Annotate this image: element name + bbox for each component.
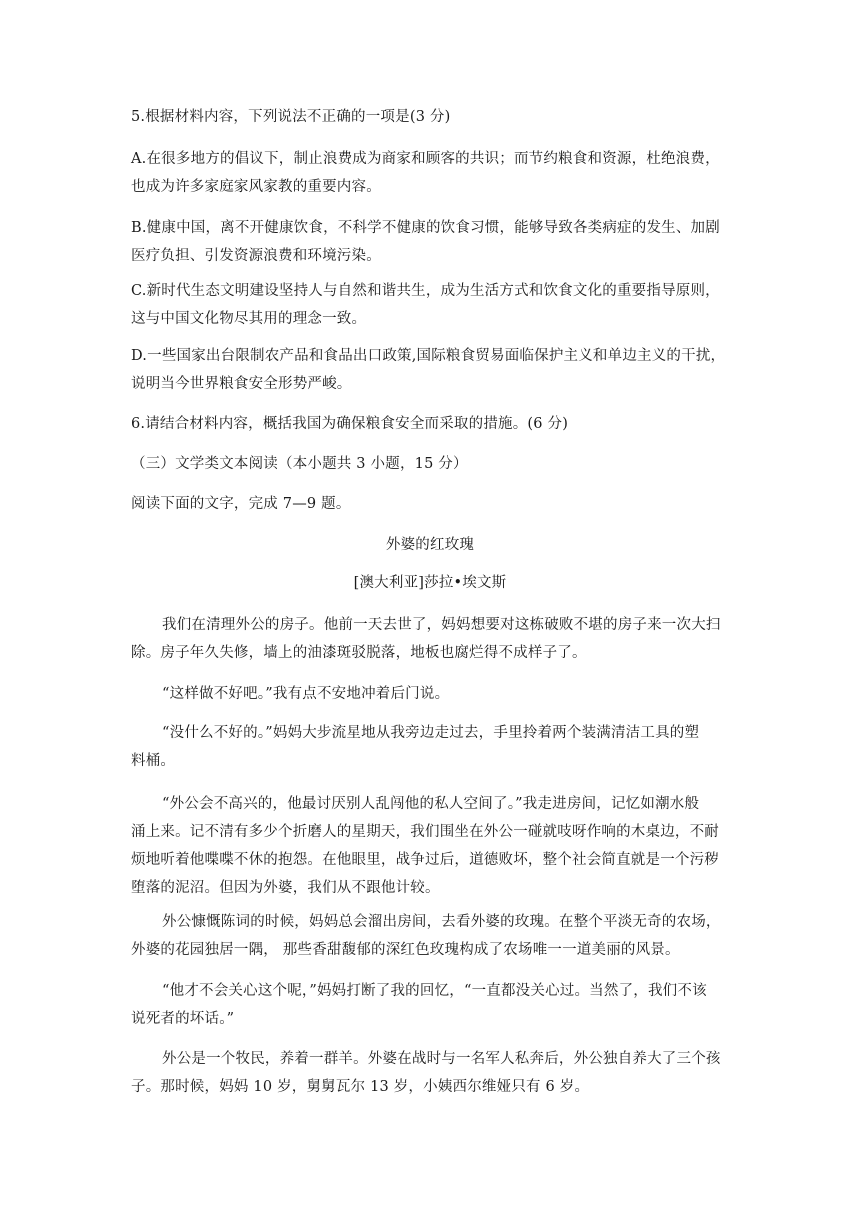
story-paragraph-3-line-1: “没什么不好的。”妈妈大步流星地从我旁边走过去，手里拎着两个装满清洁工具的塑 — [162, 725, 700, 741]
story-paragraph-3-line-2: 料桶。 — [131, 753, 176, 769]
story-paragraph-6-line-1: “他才不会关心这个呢，”妈妈打断了我的回忆，“一直都没关心过。当然了，我们不该 — [162, 983, 707, 999]
option-d-line-2: 说明当今世界粮食安全形势严峻。 — [131, 376, 352, 392]
story-paragraph-4-line-3: 烦地听着他喋喋不休的抱怨。在他眼里，战争过后，道德败坏，整个社会简直就是一个污秽 — [131, 852, 719, 868]
story-paragraph-2-line-1: “这样做不好吧。”我有点不安地冲着后门说。 — [162, 686, 450, 702]
option-a-line-1: A.在很多地方的倡议下，制止浪费成为商家和顾客的共识；而节约粮食和资源，杜绝浪费， — [131, 151, 720, 167]
option-b-line-2: 医疗负担、引发资源浪费和环境污染。 — [131, 248, 381, 264]
option-c-line-1: C.新时代生态文明建设坚持人与自然和谐共生，成为生活方式和饮食文化的重要指导原则， — [131, 283, 720, 299]
story-paragraph-7-line-2: 子。那时候，妈妈 10 岁，舅舅瓦尔 13 岁，小姨西尔维娅只有 6 岁。 — [131, 1079, 590, 1095]
option-b-line-1: B.健康中国，离不开健康饮食，不科学不健康的饮食习惯，能够导致各类病症的发生、加剧 — [131, 220, 720, 236]
story-paragraph-4-line-2: 涌上来。记不清有多少个折磨人的星期天，我们围坐在外公一碰就吱呀作响的木桌边，不耐 — [131, 824, 719, 840]
story-paragraph-1-line-1: 我们在清理外公的房子。他前一天去世了，妈妈想要对这栋破败不堪的房子来一次大扫 — [162, 617, 721, 633]
story-paragraph-4-line-4: 堕落的泥沼。但因为外婆，我们从不跟他计较。 — [131, 880, 440, 896]
story-paragraph-1-line-2: 除。房子年久失修，墙上的油漆斑驳脱落，地板也腐烂得不成样子了。 — [131, 645, 587, 661]
option-a-line-2: 也成为许多家庭家风家教的重要内容。 — [131, 179, 381, 195]
story-paragraph-4-line-1: “外公会不高兴的，他最讨厌别人乱闯他的私人空间了。”我走进房间，记忆如潮水般 — [162, 796, 700, 812]
story-paragraph-7-line-1: 外公是一个牧民，养着一群羊。外婆在战时与一名军人私奔后，外公独自养大了三个孩 — [162, 1051, 721, 1067]
option-d-line-1: D.一些国家出台限制农产品和食品出口政策,国际粮食贸易面临保护主义和单边主义的干扰， — [131, 348, 726, 364]
section-heading: （三）文学类文本阅读（本小题共 3 小题，15 分） — [131, 456, 468, 472]
story-paragraph-5-line-2: 外婆的花园独居一隅， 那些香甜馥郁的深红色玫瑰构成了农场唯一一道美丽的风景。 — [131, 942, 680, 958]
story-paragraph-5-line-1: 外公慷慨陈词的时候，妈妈总会溜出房间，去看外婆的玫瑰。在整个平淡无奇的农场， — [162, 914, 721, 930]
story-author: [澳大利亚]莎拉•埃文斯 — [353, 575, 507, 591]
story-title: 外婆的红玫瑰 — [385, 537, 475, 553]
question-5-stem: 5.根据材料内容，下列说法不正确的一项是(3 分) — [131, 109, 451, 125]
story-paragraph-6-line-2: 说死者的坏话。” — [131, 1011, 235, 1027]
section-instruction: 阅读下面的文字，完成 7—9 题。 — [131, 496, 351, 512]
option-c-line-2: 这与中国文化物尽其用的理念一致。 — [131, 311, 367, 327]
question-6-stem: 6.请结合材料内容，概括我国为确保粮食安全而采取的措施。(6 分) — [131, 416, 569, 432]
